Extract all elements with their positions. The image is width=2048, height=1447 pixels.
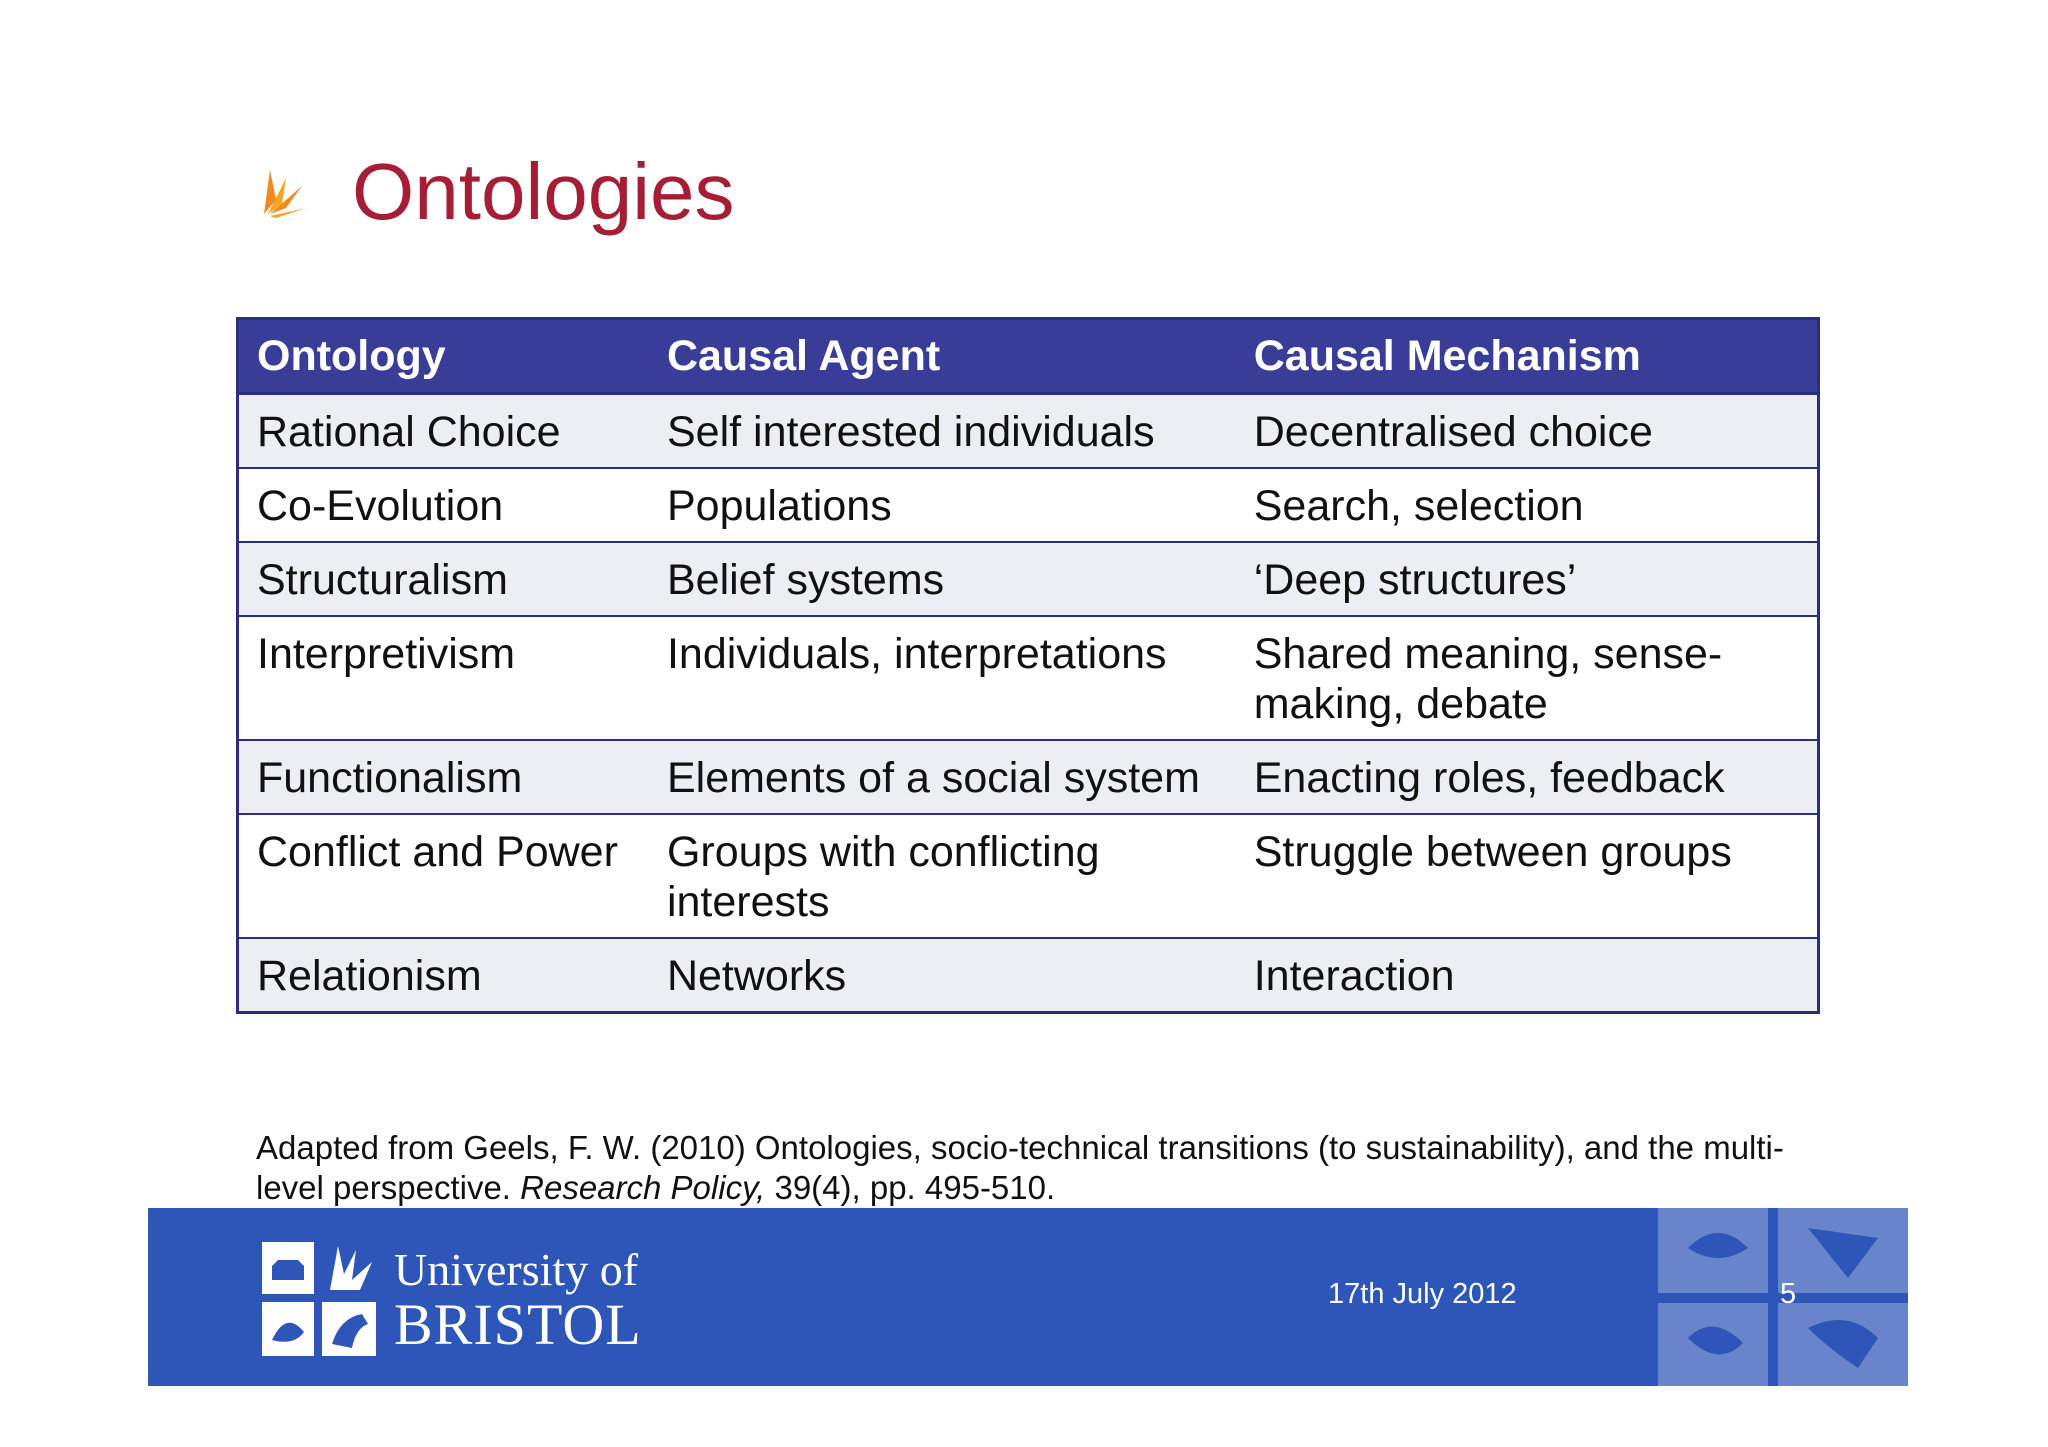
column-header: Ontology: [238, 319, 649, 394]
table-cell: Networks: [649, 938, 1236, 1013]
table-cell: ‘Deep structures’: [1236, 542, 1819, 616]
table-cell: Elements of a social system: [649, 740, 1236, 814]
column-header: Causal Mechanism: [1236, 319, 1819, 394]
table-cell: Struggle between groups: [1236, 814, 1819, 938]
page-number: 5: [1780, 1278, 1797, 1310]
table-cell: Individuals, interpretations: [649, 616, 1236, 740]
table-cell: Self interested individuals: [649, 394, 1236, 469]
flame-bullet-icon: [256, 164, 312, 220]
table-row: [238, 542, 1819, 616]
column-header: Causal Agent: [649, 319, 1236, 394]
table-row: [238, 394, 1819, 469]
table-cell: Relationism: [238, 938, 649, 1013]
table-cell: Functionalism: [238, 740, 649, 814]
table-cell: Groups with conflicting interests: [649, 814, 1236, 938]
table-cell: Conflict and Power: [238, 814, 649, 938]
table-cell: Search, selection: [1236, 468, 1819, 542]
table-row: [238, 938, 1819, 1013]
university-crest-icon: [260, 1240, 378, 1358]
footer-bar: [148, 1208, 1908, 1386]
footer-date: 17th July 2012: [1328, 1278, 1517, 1310]
university-logo: [260, 1240, 642, 1358]
citation-details: 39(4), pp. 495-510.: [765, 1169, 1056, 1206]
table-cell: Belief systems: [649, 542, 1236, 616]
page-title: Ontologies: [352, 147, 735, 236]
table-cell: Shared meaning, sense-making, debate: [1236, 616, 1819, 740]
citation: [256, 1128, 1816, 1208]
logo-text-line2: BRISTOL: [394, 1292, 642, 1357]
slide-title: [256, 142, 734, 242]
table-cell: Interpretivism: [238, 616, 649, 740]
table-cell: Decentralised choice: [1236, 394, 1819, 469]
table-cell: Co-Evolution: [238, 468, 649, 542]
table-cell: Structuralism: [238, 542, 649, 616]
table-cell: Rational Choice: [238, 394, 649, 469]
table-row: [238, 814, 1819, 938]
citation-text: Adapted from Geels, F. W. (2010) Ontologies, socio-technical transitions (to sustainability), and the multi-level perspective.: [256, 1129, 1784, 1206]
logo-text-line1: University of: [394, 1244, 639, 1295]
ontology-table: [236, 317, 1820, 1014]
table-row: [238, 616, 1819, 740]
table-row: [238, 468, 1819, 542]
table-cell: Interaction: [1236, 938, 1819, 1013]
table-cell: Enacting roles, feedback: [1236, 740, 1819, 814]
citation-journal: Research Policy,: [520, 1169, 766, 1206]
crest-watermark-icon: [1638, 1208, 1908, 1386]
table-row: [238, 740, 1819, 814]
table-header-row: [238, 319, 1819, 394]
table-cell: Populations: [649, 468, 1236, 542]
